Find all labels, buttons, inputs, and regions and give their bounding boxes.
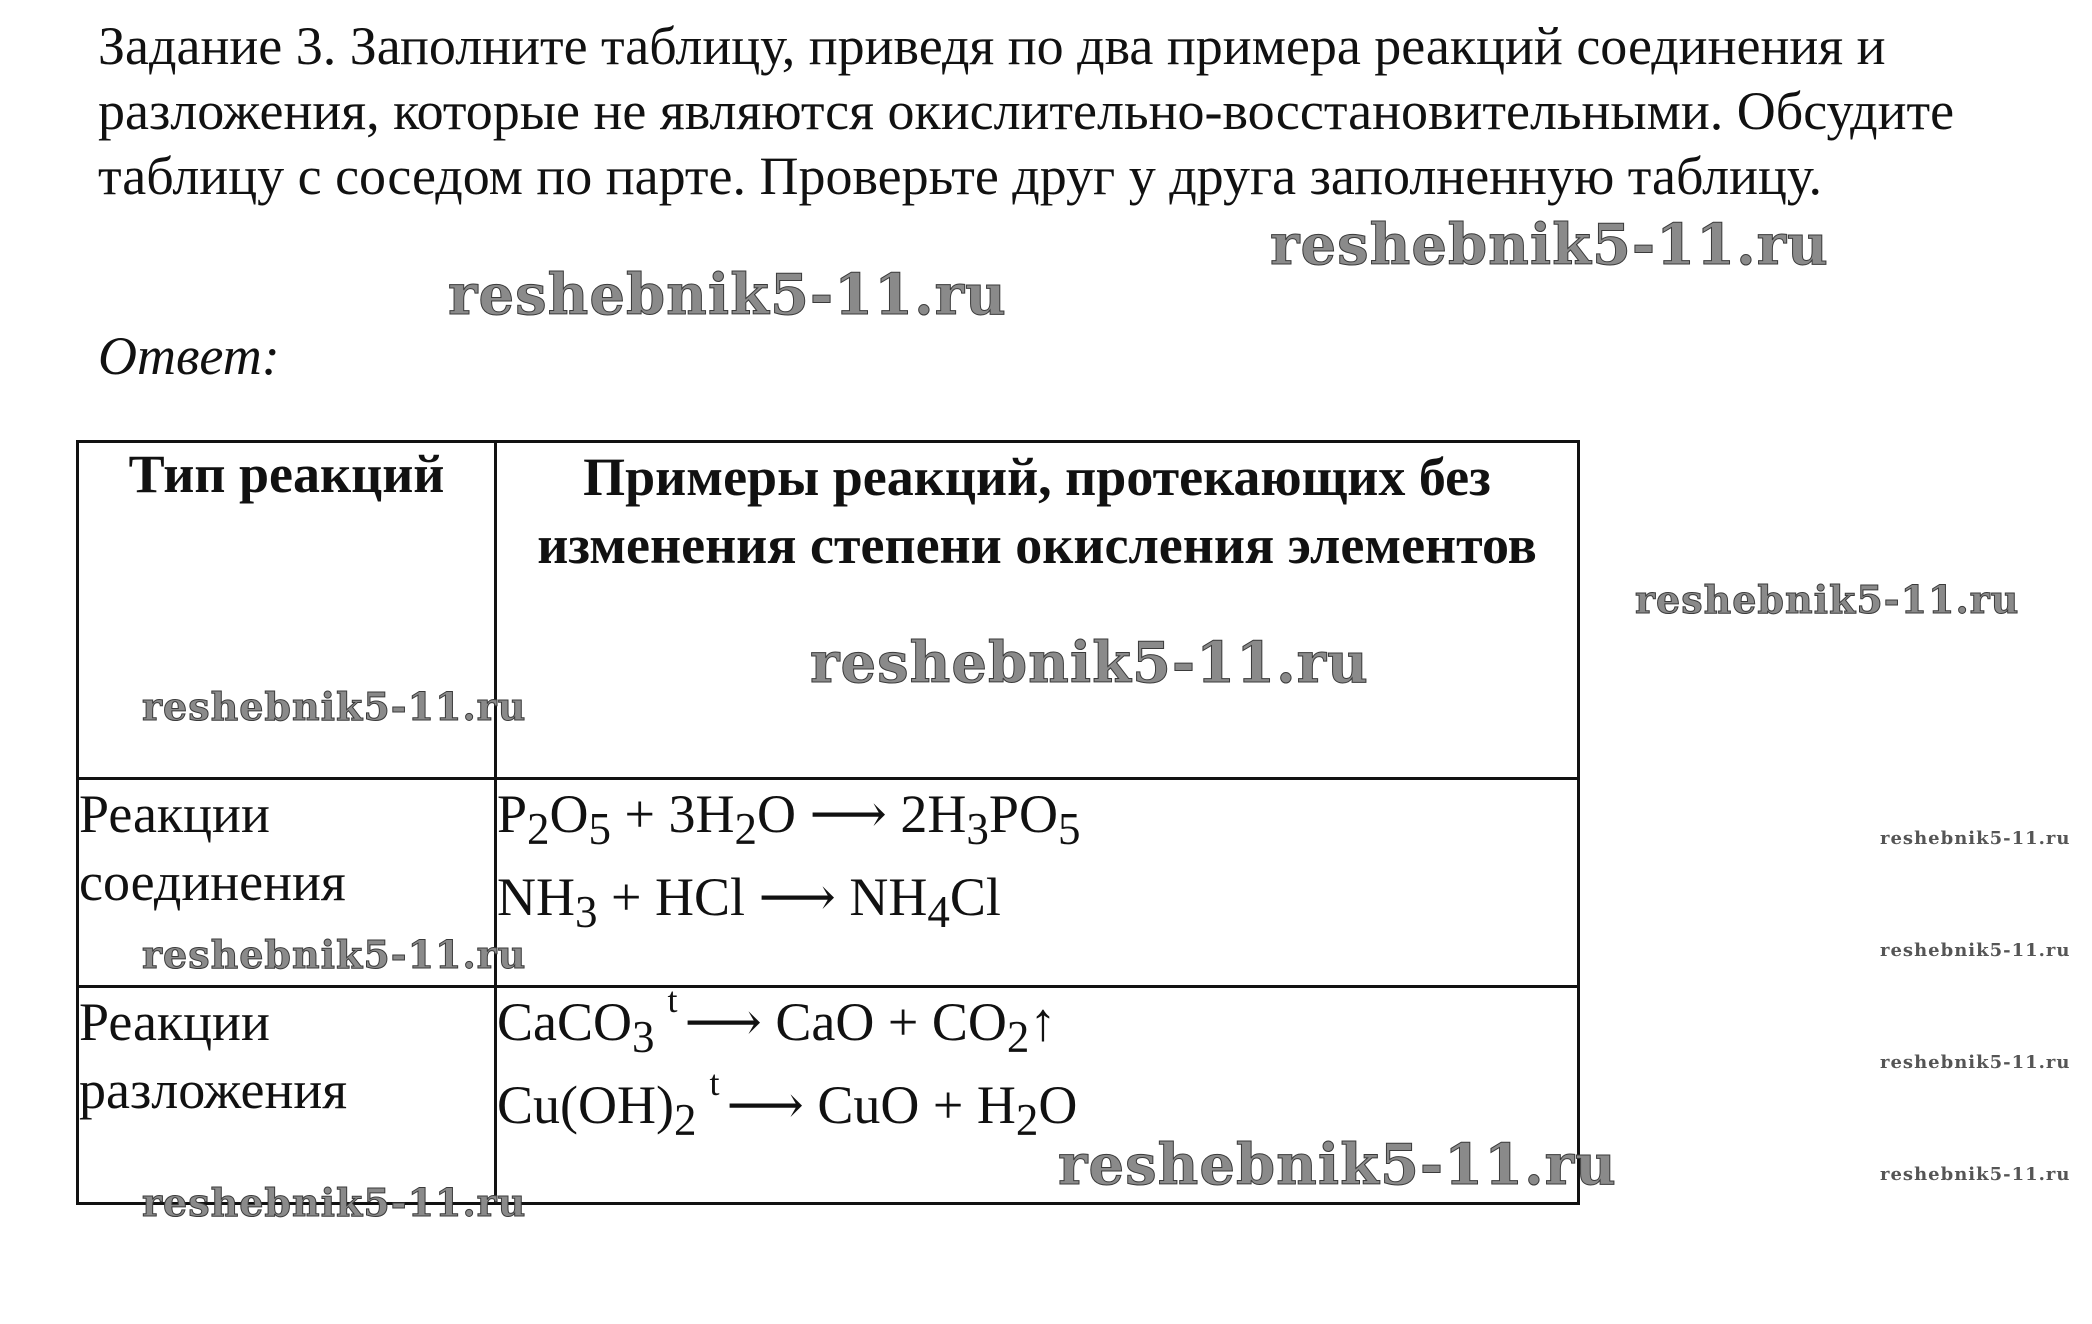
equation-text: P (497, 784, 528, 844)
equation-text: O (549, 784, 589, 844)
watermark: reshebnik5-11.ru (1880, 1052, 2071, 1073)
equation-text: PO (988, 784, 1058, 844)
row-type-synthesis: Реакции соединения (78, 779, 496, 987)
reactions-table (76, 440, 1580, 1205)
watermark: reshebnik5-11.ru (810, 630, 1369, 696)
equation-text: Cu(OH) (497, 1074, 674, 1135)
subscript: 3 (632, 1011, 655, 1062)
watermark: reshebnik5-11.ru (1880, 828, 2071, 849)
equation-text: ⟶ CuO + H (726, 1074, 1016, 1135)
subscript: 3 (575, 886, 598, 937)
watermark: reshebnik5-11.ru (142, 1180, 527, 1225)
watermark: reshebnik5-11.ru (1635, 577, 2020, 622)
subscript: 2 (1006, 1011, 1030, 1062)
equation-text: NH (497, 866, 575, 927)
equation-line (497, 980, 1577, 1071)
watermark: reshebnik5-11.ru (1270, 212, 1829, 278)
heating-indicator: t (667, 980, 678, 1020)
equation-text: CaCO (497, 992, 632, 1052)
subscript: 2 (527, 803, 550, 854)
equation-text: + 3H (611, 784, 735, 844)
watermark: reshebnik5-11.ru (1880, 940, 2071, 961)
watermark: reshebnik5-11.ru (1058, 1132, 1617, 1198)
watermark: reshebnik5-11.ru (448, 262, 1007, 328)
header-examples: Примеры реакций, протекающих без изменения степени окисления элементов (496, 442, 1579, 779)
heating-indicator: t (709, 1062, 720, 1103)
equation-line (497, 863, 1577, 946)
equation-text: O (1038, 1074, 1078, 1135)
subscript: 5 (1057, 803, 1081, 854)
equation-text: O ⟶ 2H (757, 784, 967, 844)
subscript: 2 (673, 1094, 697, 1145)
watermark: reshebnik5-11.ru (142, 684, 527, 729)
subscript: 2 (1015, 1094, 1039, 1145)
subscript: 5 (588, 803, 612, 854)
answer-label: Ответ: (98, 326, 280, 386)
row-equations-synthesis (496, 779, 1579, 987)
subscript: 3 (966, 803, 989, 854)
task-text: Задание 3. Заполните таблицу, приведя по два примера реакций соединения и разложения, которые не являются окислительно-восстановительными. Обсудите таблицу с соседом по парте. Проверьте друг у друга заполненную таблицу. (98, 16, 1955, 206)
subscript: 4 (927, 886, 950, 937)
watermark: reshebnik5-11.ru (1880, 1164, 2071, 1185)
equation-text: ⟶ CaO + CO (684, 992, 1007, 1052)
subscript: 2 (734, 803, 757, 854)
header-type: Тип реакций (78, 442, 496, 779)
equation-text: ↑ (1029, 992, 1057, 1052)
equation-text: Cl (949, 866, 1001, 927)
row-type-decomposition: Реакции разложения (78, 987, 496, 1204)
equation-line (497, 780, 1577, 863)
equation-text: + HCl ⟶ NH (597, 866, 928, 927)
watermark: reshebnik5-11.ru (142, 932, 527, 977)
